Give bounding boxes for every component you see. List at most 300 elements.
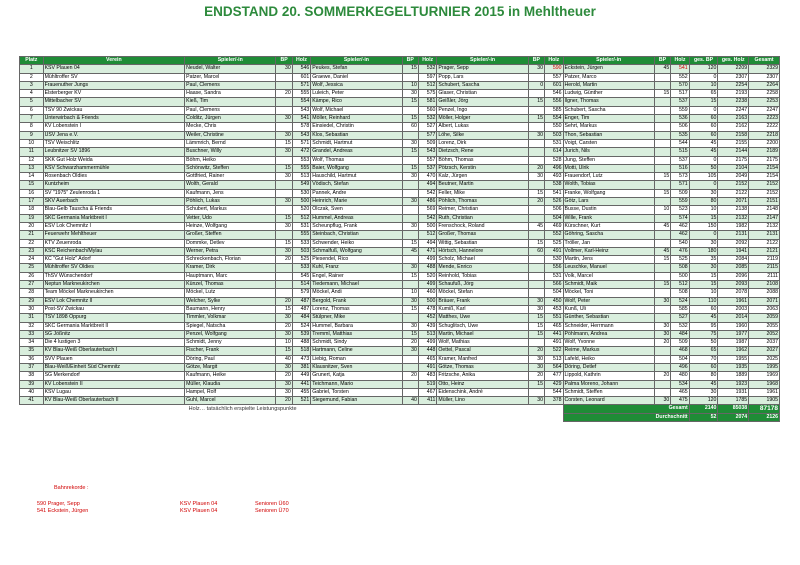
table-cell: Gabriel, Torsten [311,388,402,396]
table-cell: 2104 [718,164,749,172]
header-cell: BP [528,57,544,65]
table-cell: Vödisch, Stefan [311,181,402,189]
table-cell [528,272,544,280]
records-heading: Bahnrekorde : [54,485,89,491]
table-cell: Frauenuther Jungs [43,81,185,89]
table-cell: 30 [528,305,544,313]
table-cell: Rosenbach Oldies [43,173,185,181]
table-cell: 2063 [749,305,780,313]
table-cell [276,189,292,197]
table-row [20,397,780,405]
table-cell: 537 [671,98,689,106]
table-cell [402,131,418,139]
table-cell: 506 [545,206,563,214]
table-cell: 506 [671,123,689,131]
table-cell: Klos, Sebastian [311,131,402,139]
table-row [20,363,780,371]
table-cell [402,363,418,371]
table-cell: 70 [689,355,718,363]
table-cell: 2052 [749,330,780,338]
table-cell: 477 [545,372,563,380]
table-cell [276,264,292,272]
table-row [20,264,780,272]
table-cell: 530 [292,189,310,197]
table-cell: 60 [689,115,718,123]
table-cell: Wille, Frank [563,214,654,222]
table-cell: 30 [654,330,670,338]
table-cell [654,81,670,89]
table-cell: Einsiedel, Christin [311,123,402,131]
table-cell: Martin, Michael [437,330,528,338]
table-cell: 80 [689,372,718,380]
table-cell: Martin, Jens [563,256,654,264]
table-cell: 37 [20,363,44,371]
table-cell: 544 [671,139,689,147]
table-cell [402,231,418,239]
table-cell: Graewe, Daniel [311,73,402,81]
table-cell: 45 [689,139,718,147]
header-cell: Holz [292,57,310,65]
table-cell: 581 [418,98,436,106]
table-cell: Ludwig, Günther [563,90,654,98]
table-cell [528,123,544,131]
table-cell [402,73,418,81]
table-cell: 30 [528,297,544,305]
table-cell [654,156,670,164]
table-row [20,380,780,388]
table-cell: 453 [545,305,563,313]
table-cell: 468 [671,347,689,355]
table-cell: 1995 [749,363,780,371]
table-cell: 2307 [749,73,780,81]
table-cell: Schreckenbach, Florian [185,256,276,264]
table-row [20,339,780,347]
table-cell: 110 [689,297,718,305]
header-cell: BP [276,57,292,65]
table-cell: Piesendel, Rico [311,256,402,264]
table-cell: 40 [20,388,44,396]
table-cell: 22 [20,239,44,247]
table-cell [654,198,670,206]
table-cell: 503 [292,247,310,255]
table-cell: Reimer, Christian [437,206,528,214]
table-cell: Wolth, Tobias [563,181,654,189]
table-cell: 2155 [718,139,749,147]
table-cell: 15 [689,214,718,222]
table-cell: 2163 [718,115,749,123]
table-cell: KV Lobenstein II [43,380,185,388]
table-cell: 512 [418,231,436,239]
table-cell: Beutner, Martin [437,181,528,189]
table-cell: 27 [20,281,44,289]
table-cell: 520 [292,206,310,214]
table-cell: 20 [402,339,418,347]
table-cell: 516 [671,164,689,172]
table-cell: 30 [528,65,544,73]
table-cell: 2122 [749,239,780,247]
table-cell [402,256,418,264]
table-cell: Feller, Mike [437,189,528,197]
table-cell: 30 [689,189,718,197]
table-cell: 20 [276,372,292,380]
table-cell: 2025 [749,355,780,363]
table-cell: Thon, Sebastian [563,131,654,139]
table-cell: Glaser, Christian [437,90,528,98]
table-cell: 0 [689,106,718,114]
table-cell: 20 [402,372,418,380]
table-row [20,355,780,363]
table-cell [528,256,544,264]
table-cell: 513 [418,330,436,338]
table-cell: Fischer, Frank [185,347,276,355]
table-cell: 536 [671,115,689,123]
header-cell: Spieler/-in [185,57,276,65]
header-cell: Spieler/-in [563,57,654,65]
table-cell: 450 [545,297,563,305]
table-cell: 23 [20,247,44,255]
table-cell: Weiler, Christine [185,131,276,139]
table-row [20,173,780,181]
table-cell: 590 [545,65,563,73]
table-cell: Scheunpflug, Frank [311,222,402,230]
table-cell: 30 [402,297,418,305]
table-cell: TSV Weischlitz [43,139,185,147]
table-cell: 509 [418,139,436,147]
table-cell: Jurich, Nils [563,148,654,156]
table-cell: Hummel, Andreas [311,214,402,222]
table-cell: 519 [418,380,436,388]
table-cell: 488 [418,264,436,272]
table-cell: 45 [689,380,718,388]
table-row [20,239,780,247]
table-cell: KV Lobenstein I [43,123,185,131]
table-cell: Feuerwehr Mehltheuer [43,231,185,239]
table-cell [402,380,418,388]
average-overall: 2126 [749,413,780,421]
table-cell: USV Jena e.V. [43,131,185,139]
table-row [20,198,780,206]
table-cell: 439 [418,322,436,330]
table-cell: KV Blau-Weiß Oberlauterbach I [43,347,185,355]
table-cell: 545 [292,272,310,280]
table-cell: Reime, Markus [563,347,654,355]
table-cell: Eckstein, Jürgen [563,65,654,73]
table-cell: 2037 [749,339,780,347]
table-cell: Möckel, Toni [563,289,654,297]
table-cell: 508 [671,289,689,297]
table-cell: 32 [20,322,44,330]
table-cell: 2222 [749,123,780,131]
table-cell: Schubert, Sascha [563,106,654,114]
table-cell: 559 [671,106,689,114]
table-cell: 480 [671,372,689,380]
table-cell: 60 [689,363,718,371]
table-cell [528,289,544,297]
table-cell [654,264,670,272]
table-cell: 1961 [718,297,749,305]
table-cell [528,73,544,81]
table-cell: 487 [292,297,310,305]
table-cell: 2189 [749,148,780,156]
table-cell: 30 [402,173,418,181]
table-cell: 575 [418,90,436,98]
table-cell: 2148 [749,206,780,214]
table-cell: Steinbach, Christian [311,231,402,239]
table-cell: 3 [20,81,44,89]
table-cell [528,214,544,222]
table-cell: 2138 [718,206,749,214]
table-cell: Haase, Sandra [185,90,276,98]
record-club-2: KSV Plauen 04 [180,508,218,514]
header-cell: BP [654,57,670,65]
table-cell: Hauschild, Hartmut [311,173,402,181]
table-cell: Dommke, Detlev [185,239,276,247]
table-cell: Möckel, Stefan [437,289,528,297]
table-cell: 527 [418,123,436,131]
table-cell: Götze, Thomas [437,363,528,371]
table-cell: 2329 [749,65,780,73]
table-cell: 2223 [749,115,780,123]
table-cell: 2096 [718,272,749,280]
table-cell: Wolf, Thomas [311,156,402,164]
table-cell: 30 [276,148,292,156]
table-cell [654,289,670,297]
table-cell: 2152 [749,189,780,197]
table-cell: 2055 [749,322,780,330]
table-row [20,115,780,123]
table-cell: 531 [545,272,563,280]
table-cell: 2115 [749,264,780,272]
table-cell: 2247 [749,106,780,114]
table-cell [276,123,292,131]
table-cell: Neudel, Walter [185,65,276,73]
table-cell: 0 [689,231,718,239]
table-cell: 504 [545,289,563,297]
record-name-2: 541 Eckstein, Jürgen [37,508,89,514]
table-cell: 4 [20,90,44,98]
table-cell: 500 [671,272,689,280]
table-cell: 15 [528,314,544,322]
table-cell: 537 [671,156,689,164]
table-cell: 10 [402,289,418,297]
table-cell: 2111 [749,272,780,280]
table-cell: Schmidt, Maik [563,281,654,289]
table-cell: 429 [545,380,563,388]
table-cell: Schmalfuß, Wolfgang [311,247,402,255]
table-cell: Otto, Heinz [437,380,528,388]
table-cell: Grunert, Katja [311,372,402,380]
table-cell: 2238 [718,98,749,106]
table-cell: 30 [276,222,292,230]
table-cell: Möller, Holger [437,115,528,123]
table-cell: Möller, Reinhard [311,115,402,123]
table-cell: Hauptmann, Marc [185,272,276,280]
table-cell: SG Jößnitz [43,330,185,338]
table-cell: 60 [402,123,418,131]
table-cell: Günther, Sebastian [563,314,654,322]
table-cell: Timmler, Volkmar [185,314,276,322]
table-cell: 30 [276,131,292,139]
table-cell: 120 [689,65,718,73]
table-cell: 513 [545,355,563,363]
table-cell: Frauendorf, Lutz [563,173,654,181]
table-cell: 45 [654,65,670,73]
table-cell: 491 [545,339,563,347]
table-cell: Wittig, Sebastian [437,239,528,247]
table-cell: 556 [545,264,563,272]
table-cell: 1 [20,65,44,73]
table-row [20,65,780,73]
table-cell: 579 [292,289,310,297]
table-cell: Colditz, Jürgen [185,115,276,123]
average-label: Durchschnitt [563,413,689,421]
table-cell: 1905 [749,397,780,405]
header-cell: Spieler/-in [311,57,402,65]
table-cell [276,106,292,114]
table-cell: 500 [418,222,436,230]
table-cell: 38 [20,372,44,380]
table-cell [528,181,544,189]
table-cell: 1935 [718,363,749,371]
table-cell: 1931 [718,388,749,396]
table-cell: 540 [671,239,689,247]
table-cell: SKV Auerbach [43,198,185,206]
table-cell: SV "1975" Zeulenroda 1 [43,189,185,197]
table-cell: Wolf, Yvonne [563,339,654,347]
table-cell: 1977 [718,330,749,338]
table-cell [276,98,292,106]
table-cell: 2193 [718,90,749,98]
table-cell: 15 [528,115,544,123]
table-cell: 2258 [749,90,780,98]
table-cell: Corsten, Leonard [563,397,654,405]
table-cell: 585 [671,305,689,313]
table-cell: 15 [654,173,670,181]
table-cell [654,73,670,81]
table-cell: 601 [545,81,563,89]
table-cell: 0 [689,156,718,164]
header-cell: ges. BP [689,57,718,65]
table-cell: 552 [671,73,689,81]
table-cell: Kramer, Dirk [185,264,276,272]
table-cell: Leubnitzer SV 1896 [43,148,185,156]
table-cell: Wolth, Gerald [185,181,276,189]
table-cell: 541 [671,65,689,73]
total-label: Gesamt [563,405,689,413]
table-cell: 40 [402,397,418,405]
table-cell: 24 [20,256,44,264]
table-cell: 560 [418,106,436,114]
table-cell: 45 [654,222,670,230]
table-cell: 535 [671,131,689,139]
table-cell [654,305,670,313]
table-cell: Post-SV Zwickau [43,305,185,313]
table-cell: Paul, Clemens [185,81,276,89]
summary-average-row [20,413,780,421]
table-cell: 2154 [749,164,780,172]
table-cell: 10 [689,206,718,214]
table-cell: KV Blau-Weiß Oberlauterbach II [43,397,185,405]
table-cell: Guhl, Marcel [185,397,276,405]
table-cell: 2084 [718,256,749,264]
table-cell: Wolf, Michael [311,106,402,114]
table-cell: 1889 [718,372,749,380]
table-cell [654,272,670,280]
table-cell: 2158 [718,131,749,139]
table-cell: Unterwirbach & Friends [43,115,185,123]
table-cell: 532 [671,322,689,330]
summary-total-row [20,405,780,413]
table-cell: Hummel, Barbara [311,322,402,330]
table-cell: 95 [689,322,718,330]
table-cell: Möckel, Lutz [185,289,276,297]
table-cell: 569 [418,206,436,214]
table-cell: 26 [20,272,44,280]
table-cell: 30 [276,65,292,73]
table-cell: Paul, Clemens [185,106,276,114]
table-cell: Klausnitzer, Sven [311,363,402,371]
table-cell: 496 [671,363,689,371]
table-cell: 11 [20,148,44,156]
table-cell: 19 [20,214,44,222]
table-cell: 571 [292,81,310,89]
table-cell: Böhm, Heiko [185,156,276,164]
table-cell: 30 [402,222,418,230]
table-cell: 2152 [749,181,780,189]
table-cell: 50 [689,339,718,347]
table-cell: 532 [418,115,436,123]
table-cell: 45 [528,222,544,230]
table-cell: Patzer, Marcel [185,73,276,81]
table-cell: Motti, Ulrik [563,164,654,172]
table-cell: 13 [20,164,44,172]
table-cell: Werner, Petra [185,247,276,255]
table-cell: 120 [689,397,718,405]
table-cell: Elsterberger KV [43,90,185,98]
table-cell: 475 [671,397,689,405]
table-cell: 15 [654,90,670,98]
table-cell: 528 [545,156,563,164]
table-cell: Bräuer, Frank [437,297,528,305]
table-cell [276,281,292,289]
table-cell: 1923 [718,380,749,388]
table-cell: 30 [528,355,544,363]
table-cell: 10 [276,339,292,347]
table-cell: Pötzsch, Kerstin [437,164,528,172]
table-cell: Herold, Martin [563,81,654,89]
table-row [20,281,780,289]
table-cell: 40 [276,355,292,363]
table-cell: 455 [292,388,310,396]
results-table [19,56,780,422]
table-cell: 30 [276,198,292,206]
table-cell: SKC Germania Marktbreit II [43,322,185,330]
table-cell: ThSV Wünschendorf [43,272,185,280]
table-cell: 29 [20,297,44,305]
table-cell: SKC Germania Marktbreit I [43,214,185,222]
table-cell: Penzel, Wolfgang [185,330,276,338]
table-cell: 15 [276,214,292,222]
average-bp: 52 [689,413,718,421]
table-cell: 20 [654,372,670,380]
table-cell: 30 [276,173,292,181]
table-cell: 30 [528,397,544,405]
table-cell: 546 [545,90,563,98]
average-holz: 2074 [718,413,749,421]
table-cell: Sehrt, Markus [563,123,654,131]
table-cell: KSC Reichenbach/Mylau [43,247,185,255]
table-cell: 2175 [718,156,749,164]
